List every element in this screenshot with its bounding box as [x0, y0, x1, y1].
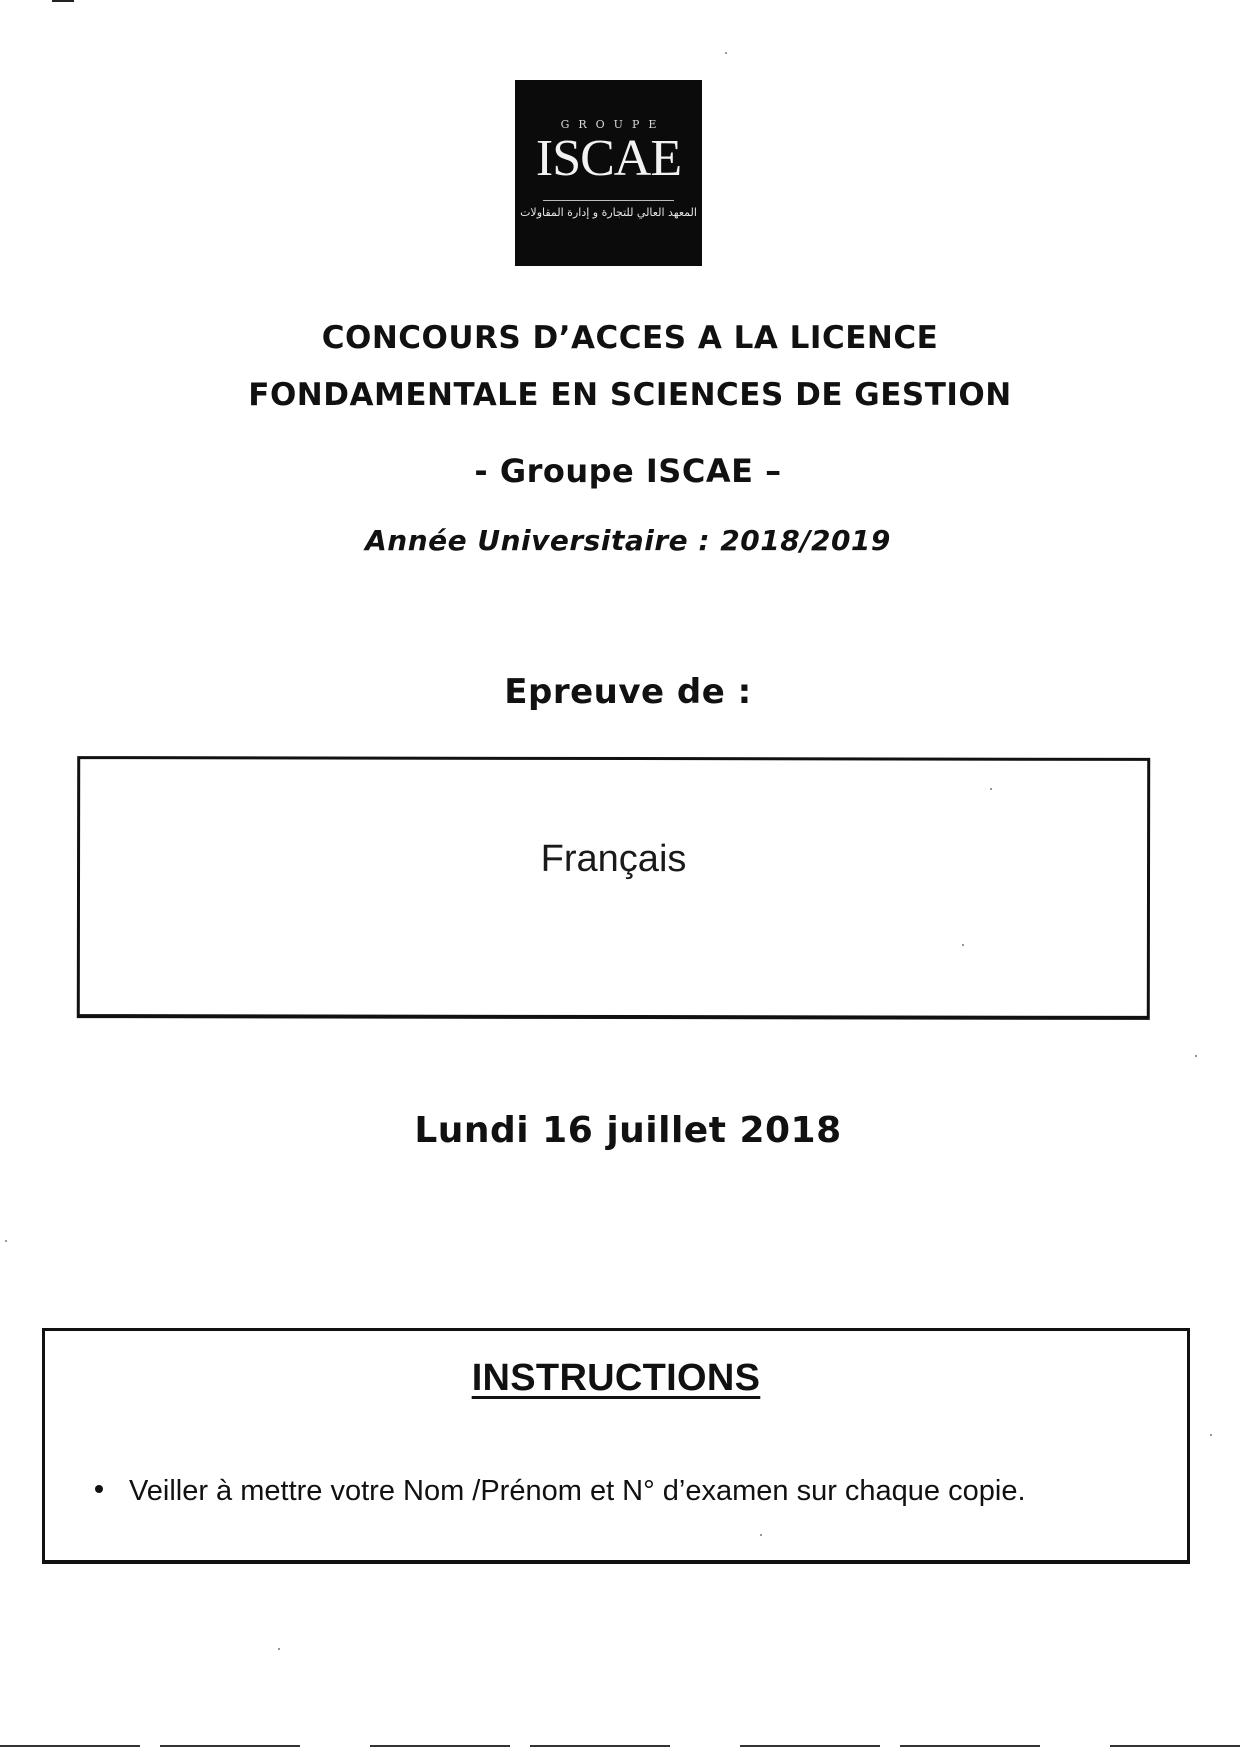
scan-speck [278, 1648, 280, 1650]
instructions-title [45, 1357, 1187, 1400]
iscae-logo [515, 80, 702, 266]
page-title-line-1: CONCOURS D’ACCES A LA LICENCE [321, 320, 939, 356]
subject-box [77, 756, 1150, 1020]
page-title-line-2: FONDAMENTALE EN SCIENCES DE GESTION [248, 377, 1012, 413]
scan-speck [725, 52, 727, 54]
scan-speck [990, 788, 992, 790]
scan-mark [52, 0, 74, 2]
scan-speck [962, 944, 964, 946]
logo-groupe-text: GROUPE [560, 118, 666, 131]
instruction-item [95, 1475, 1026, 1508]
instructions-box [42, 1328, 1190, 1564]
scan-speck [1210, 1434, 1212, 1436]
instructions-title-text: INSTRUCTIONS [471, 1357, 761, 1399]
logo-iscae-text: ISCAE [535, 130, 682, 187]
academic-year: Année Universitaire : 2018/2019 [365, 524, 891, 557]
exam-subject: Français [540, 837, 687, 881]
exam-label: Epreuve de : [504, 672, 752, 712]
bullet-icon [95, 1485, 103, 1493]
logo-arabic-text: المعهد العالي للتجارة و إدارة المقاولات [520, 206, 697, 219]
scan-speck [5, 1240, 7, 1242]
page-subtitle: - Groupe ISCAE – [474, 452, 782, 490]
instruction-text: Veiller à mettre votre Nom /Prénom et N° d’examen sur chaque copie. [129, 1475, 1026, 1507]
scan-speck [1195, 1055, 1197, 1057]
scan-bottom-line [0, 1745, 1240, 1747]
scan-speck [760, 1534, 762, 1536]
logo-divider [543, 200, 674, 201]
exam-date: Lundi 16 juillet 2018 [414, 1110, 842, 1151]
